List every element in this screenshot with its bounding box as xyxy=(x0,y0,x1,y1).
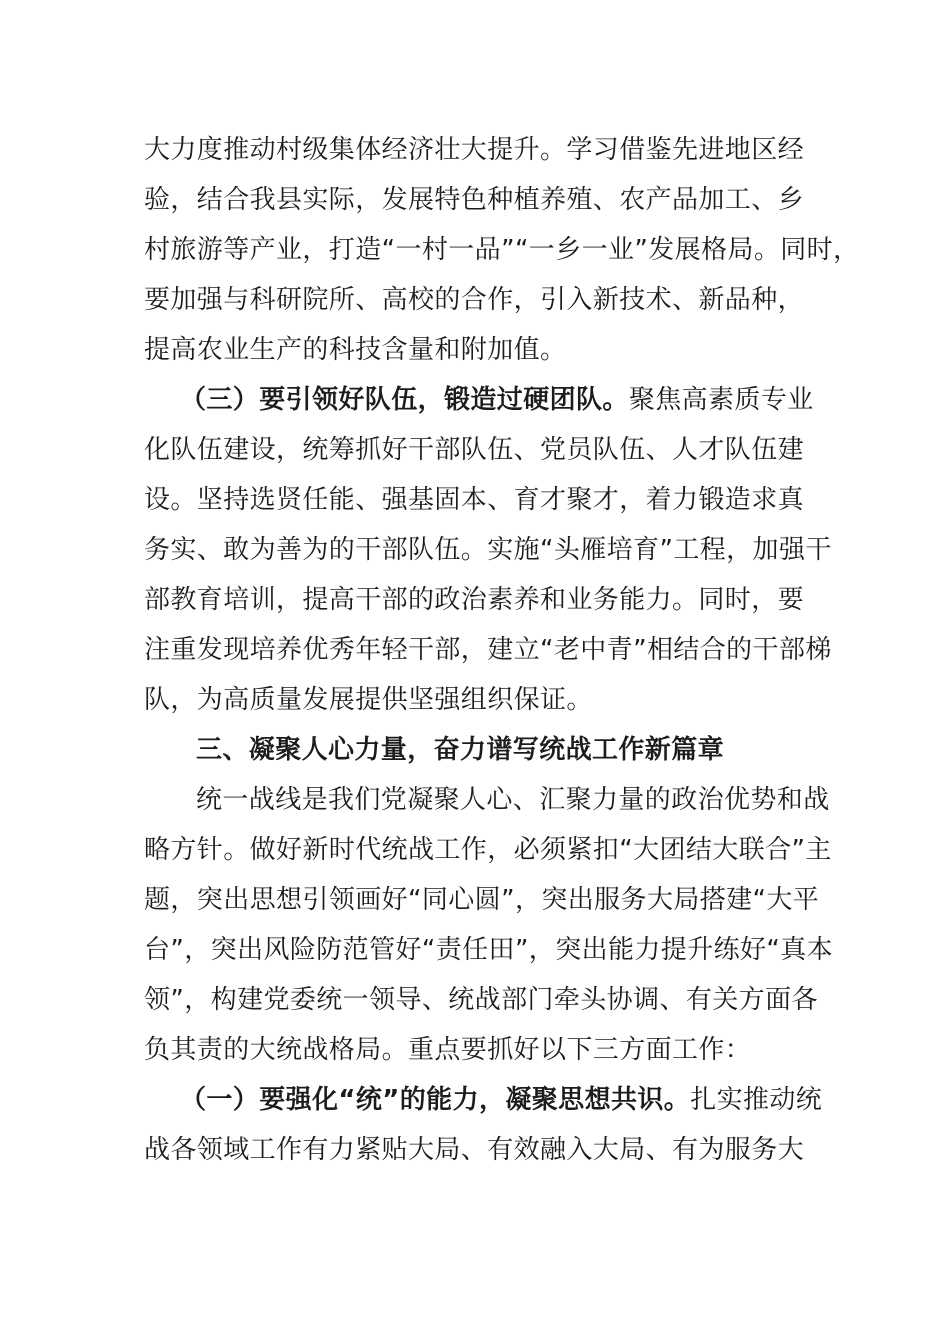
text-line: 要加强与科研院所、高校的合作，引入新技术、新品种， xyxy=(144,285,805,315)
text-line: 验，结合我县实际，发展特色种植养殖、农产品加工、乡 xyxy=(144,185,805,215)
text-line: 提高农业生产的科技含量和附加值。 xyxy=(144,335,567,365)
text-line: 台”，突出风险防范管好“责任田”，突出能力提升练好“真本 xyxy=(144,935,834,965)
text-line: 注重发现培养优秀年轻干部，建立“老中青”相结合的干部梯 xyxy=(144,635,832,665)
text-line: 村旅游等产业，打造“一村一品”“一乡一业”发展格局。同时， xyxy=(144,235,860,265)
paragraph-2 xyxy=(144,375,830,725)
chapter-heading: 三、凝聚人心力量，奋力谱写统战工作新篇章 xyxy=(196,735,725,765)
paragraph-3 xyxy=(144,775,834,1075)
text-line: 统一战线是我们党凝聚人心、汇聚力量的政治优势和战 xyxy=(196,785,830,815)
text-line: 大力度推动村级集体经济壮大提升。学习借鉴先进地区经 xyxy=(144,135,805,165)
text-line: 领”，构建党委统一领导、统战部门牵头协调、有关方面各 xyxy=(144,985,818,1015)
text-line: 略方针。做好新时代统战工作，必须紧扣“大团结大联合”主 xyxy=(144,835,832,865)
text-line: 战各领域工作有力紧贴大局、有效融入大局、有为服务大 xyxy=(144,1135,805,1165)
text-run: 扎实推动统 xyxy=(690,1085,823,1115)
text-run: 聚焦高素质专业 xyxy=(628,385,814,415)
paragraph-first-line xyxy=(144,1075,830,1125)
paragraph-4 xyxy=(144,1075,830,1175)
text-line: 队，为高质量发展提供坚强组织保证。 xyxy=(144,685,593,715)
section-heading-1: （一）要强化“统”的能力，凝聚思想共识。 xyxy=(180,1085,691,1115)
text-line: 题，突出思想引领画好“同心圆”，突出服务大局搭建“大平 xyxy=(144,885,820,915)
text-line: 务实、敢为善为的干部队伍。实施“头雁培育”工程，加强干 xyxy=(144,535,832,565)
text-line: 部教育培训，提高干部的政治素养和业务能力。同时，要 xyxy=(144,585,805,615)
paragraph-1 xyxy=(144,125,860,375)
text-line: 负其责的大统战格局。重点要抓好以下三方面工作： xyxy=(144,1035,752,1065)
text-line: 设。坚持选贤任能、强基固本、育才聚才，着力锻造求真 xyxy=(144,485,805,515)
paragraph-first-line xyxy=(144,375,830,425)
text-line: 化队伍建设，统筹抓好干部队伍、党员队伍、人才队伍建 xyxy=(144,435,805,465)
section-heading-3: （三）要引领好队伍，锻造过硬团队。 xyxy=(180,385,629,415)
